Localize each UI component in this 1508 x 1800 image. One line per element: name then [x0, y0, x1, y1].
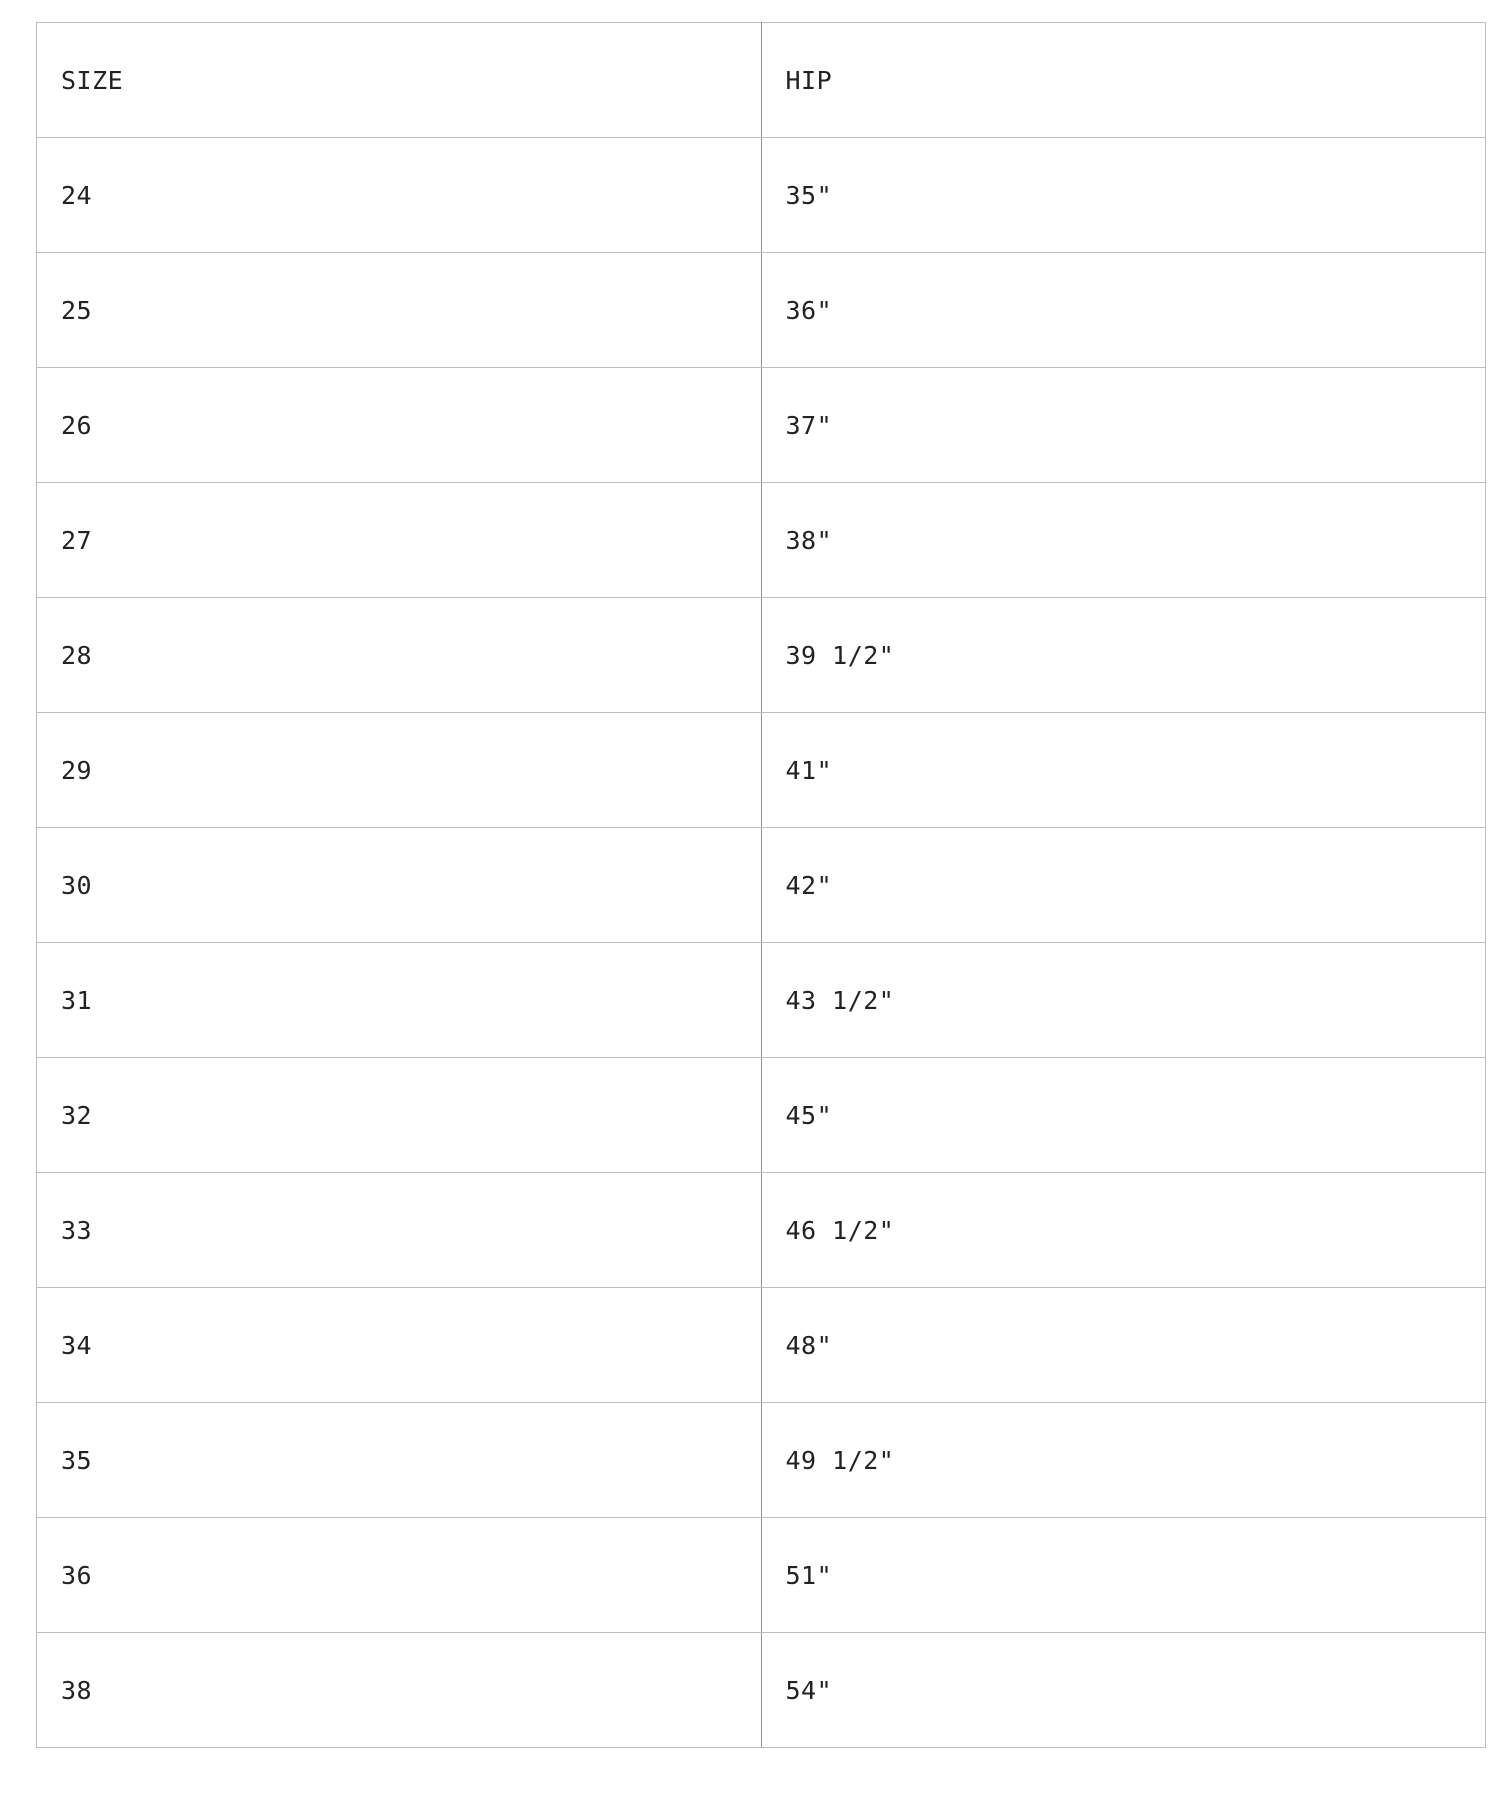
table-row [37, 943, 1486, 1058]
size-cell: 32 [37, 1058, 762, 1173]
table-body [37, 138, 1486, 1748]
hip-cell: 42" [761, 828, 1486, 943]
size-cell: 31 [37, 943, 762, 1058]
table-row [37, 828, 1486, 943]
hip-cell: 51" [761, 1518, 1486, 1633]
header-row [37, 23, 1486, 138]
table-row [37, 598, 1486, 713]
size-cell: 30 [37, 828, 762, 943]
hip-cell: 35" [761, 138, 1486, 253]
hip-cell: 49 1/2" [761, 1403, 1486, 1518]
size-cell: 33 [37, 1173, 762, 1288]
hip-cell: 45" [761, 1058, 1486, 1173]
hip-cell: 41" [761, 713, 1486, 828]
table-row [37, 483, 1486, 598]
table-row [37, 1288, 1486, 1403]
hip-cell: 37" [761, 368, 1486, 483]
size-cell: 29 [37, 713, 762, 828]
size-cell: 28 [37, 598, 762, 713]
hip-cell: 43 1/2" [761, 943, 1486, 1058]
column-header-size: SIZE [37, 23, 762, 138]
table-row [37, 1518, 1486, 1633]
size-chart-table [36, 22, 1486, 1748]
size-cell: 24 [37, 138, 762, 253]
size-cell: 27 [37, 483, 762, 598]
size-cell: 25 [37, 253, 762, 368]
table-row [37, 713, 1486, 828]
hip-cell: 54" [761, 1633, 1486, 1748]
size-cell: 35 [37, 1403, 762, 1518]
hip-cell: 36" [761, 253, 1486, 368]
table-row [37, 1058, 1486, 1173]
table-row [37, 253, 1486, 368]
size-cell: 26 [37, 368, 762, 483]
table-row [37, 1403, 1486, 1518]
size-cell: 38 [37, 1633, 762, 1748]
table-row [37, 368, 1486, 483]
size-cell: 34 [37, 1288, 762, 1403]
hip-cell: 38" [761, 483, 1486, 598]
table-row [37, 138, 1486, 253]
table-row [37, 1173, 1486, 1288]
hip-cell: 39 1/2" [761, 598, 1486, 713]
hip-cell: 46 1/2" [761, 1173, 1486, 1288]
table-header [37, 23, 1486, 138]
column-header-hip: HIP [761, 23, 1486, 138]
hip-cell: 48" [761, 1288, 1486, 1403]
table-row [37, 1633, 1486, 1748]
size-cell: 36 [37, 1518, 762, 1633]
